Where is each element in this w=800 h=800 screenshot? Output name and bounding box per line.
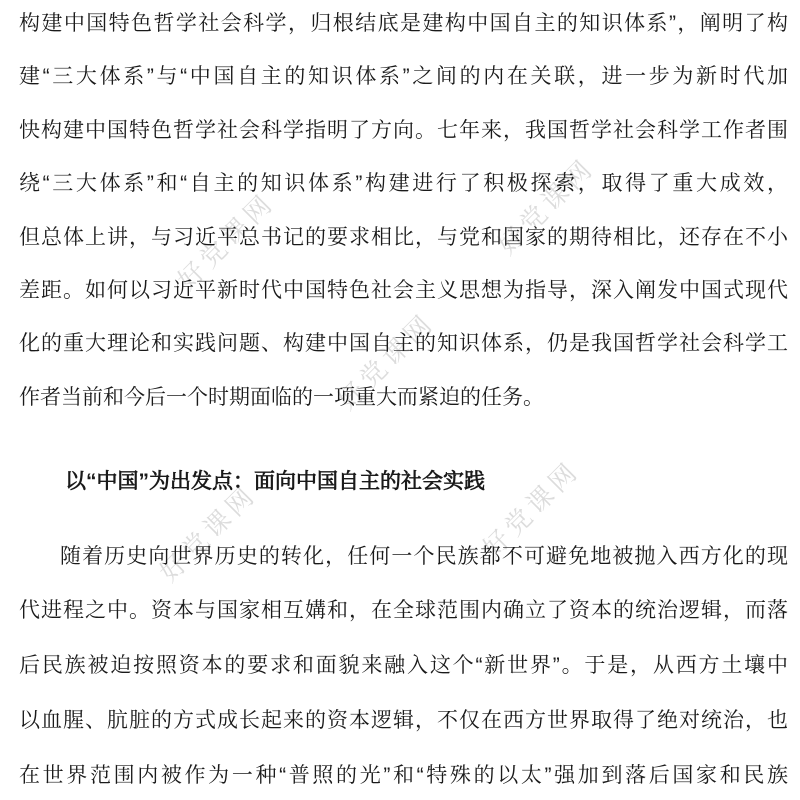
text-line: 随着历史向世界历史的转化，任何一个民族都不可避免地被抛入西方化的现 bbox=[60, 544, 788, 568]
watermark: 好党课网 bbox=[153, 478, 263, 588]
text-line: 绕“三大体系”和“自主的知识体系”构建进行了积极探索，取得了重大成效， bbox=[19, 172, 788, 196]
text-line: 快构建中国特色哲学社会科学指明了方向。七年来，我国哲学社会科学工作者围 bbox=[19, 118, 788, 142]
text-line: 作者当前和今后一个时期面临的一项重大而紧迫的任务。 bbox=[19, 385, 544, 409]
section-heading: 以“中国”为出发点：面向中国自主的社会实践 bbox=[65, 470, 485, 494]
text-line: 代进程之中。资本与国家相互媾和，在全球范围内确立了资本的统治逻辑，而落 bbox=[19, 599, 788, 623]
text-line: 构建中国特色哲学社会科学，归根结底是建构中国自主的知识体系”，阐明了构 bbox=[19, 12, 788, 35]
text-line: 但总体上讲，与习近平总书记的要求相比，与党和国家的期待相比，还存在不小 bbox=[19, 225, 788, 249]
paragraph bbox=[19, 530, 788, 800]
paragraph bbox=[19, 0, 788, 424]
text-line: 以血腥、肮脏的方式成长起来的资本逻辑，不仅在西方世界取得了绝对统治，也 bbox=[19, 709, 788, 733]
text-line: 建“三大体系”与“中国自主的知识体系”之间的内在关联，进一步为新时代加 bbox=[19, 65, 788, 89]
text-line: 化的重大理论和实践问题、构建中国自主的知识体系，仍是我国哲学社会科学工 bbox=[19, 332, 788, 356]
text-line: 后民族被迫按照资本的要求和面貌来融入这个“新世界”。于是，从西方土壤中 bbox=[19, 654, 788, 678]
watermark: 好党课网 bbox=[491, 151, 601, 261]
text-line: 差距。如何以习近平新时代中国特色社会主义思想为指导，深入阐发中国式现代 bbox=[19, 278, 788, 302]
watermark: 好党课网 bbox=[171, 186, 281, 296]
watermark: 好党课网 bbox=[476, 454, 586, 564]
text-line: 在世界范围内被作为一种“普照的光”和“特殊的以太”强加到落后国家和民族 bbox=[19, 764, 788, 788]
watermark: 好党课网 bbox=[331, 306, 441, 416]
